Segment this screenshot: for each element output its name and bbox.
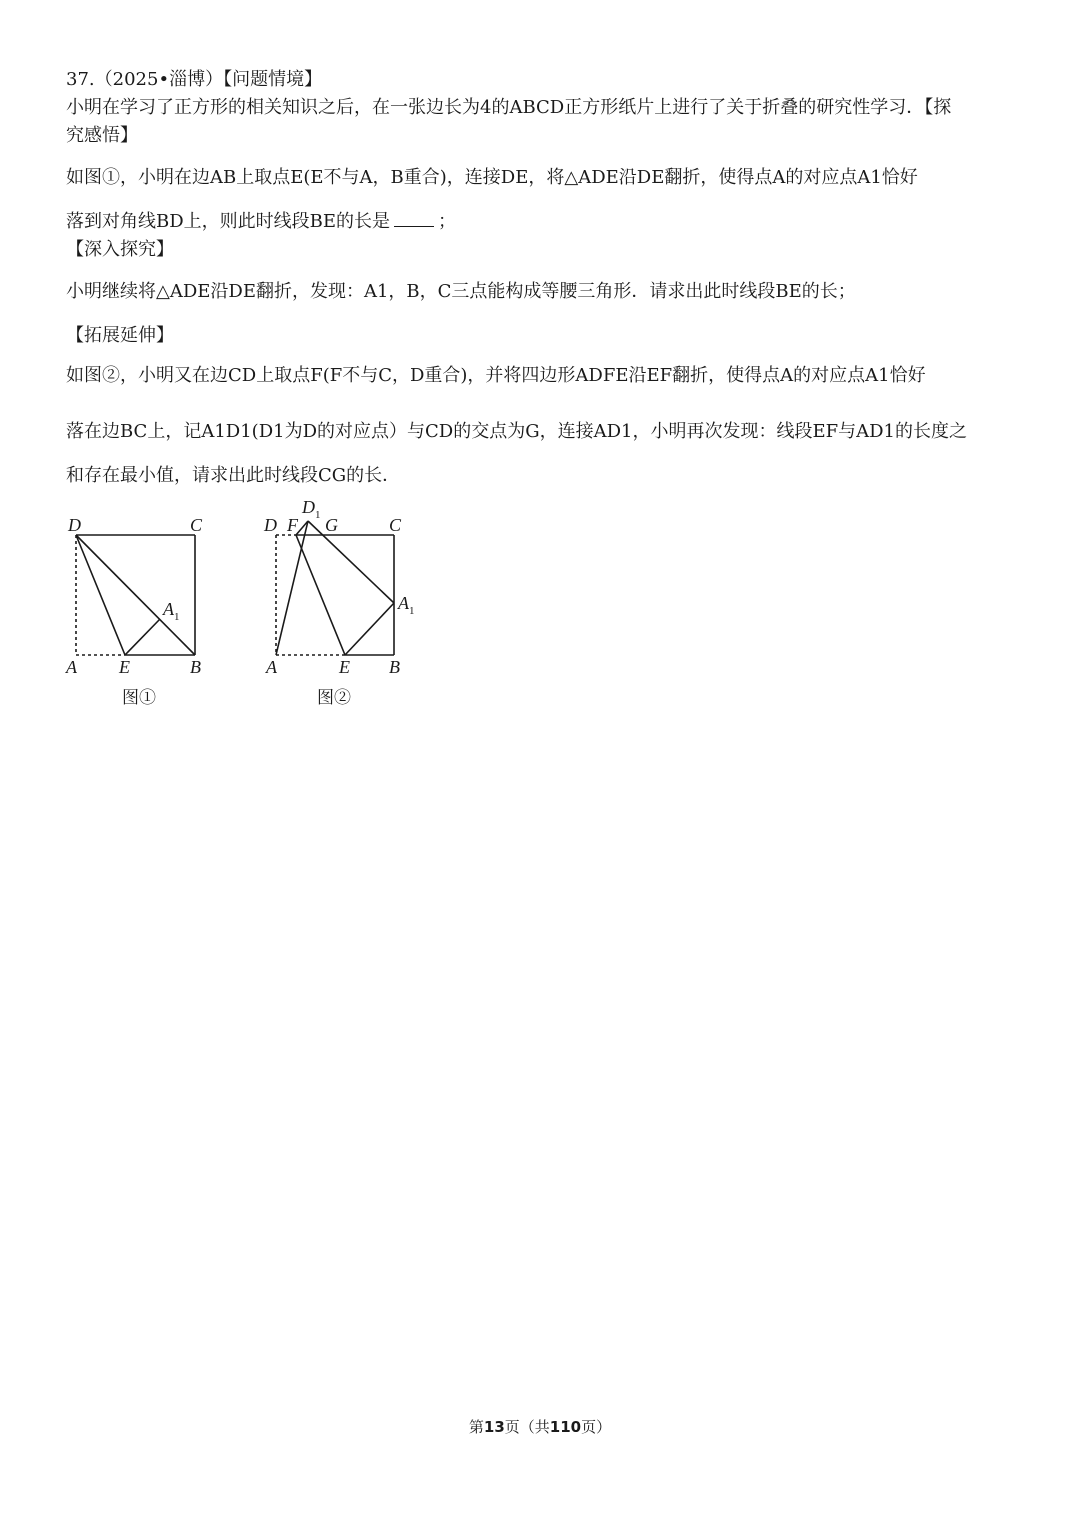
- extend-heading: 【拓展延伸】: [66, 325, 174, 346]
- footer-page-number: 13: [483, 1418, 505, 1436]
- page-footer: [0, 1416, 1080, 1437]
- fig1-segment-de: [76, 535, 125, 655]
- fig2-caption: 图②: [317, 688, 351, 708]
- footer-mid: 页（共: [504, 1418, 550, 1436]
- fig2-label-a1: $A_1$: [398, 593, 415, 617]
- part3-line-c: 和存在最小值，请求出此时线段CG的长．: [66, 465, 401, 486]
- footer-total-pages: 110: [549, 1418, 582, 1436]
- fig1-segment-ea1: [125, 619, 160, 655]
- fig2-label-a: A: [266, 657, 277, 677]
- answer-blank: [394, 210, 434, 227]
- explore-heading: 【深入探究】: [66, 239, 174, 260]
- fig2-label-b: B: [389, 657, 400, 677]
- fig2-segment-d1a1: [308, 521, 394, 603]
- part2-line: 小明继续将△ADE沿DE翻折，发现：A1，B，C三点能构成等腰三角形．请求出此时线段BE的长；: [66, 281, 856, 302]
- figure-2-labels: [263, 497, 415, 708]
- question-number: 37.: [66, 69, 95, 90]
- part1-line-b: [66, 210, 456, 234]
- fig1-label-c: C: [190, 515, 203, 535]
- fig1-label-e: E: [119, 657, 130, 677]
- part1-line-a: 如图①，小明在边AB上取点E(E不与A，B重合)，连接DE，将△ADE沿DE翻折，使得点A的对应点A1恰好: [66, 167, 918, 188]
- fig2-label-g: G: [325, 515, 338, 535]
- part3-line-a: 如图②，小明又在边CD上取点F(F不与C，D重合)，并将四边形ADFE沿EF翻折，使得点A的对应点A1恰好: [66, 365, 926, 386]
- part1-end: ；: [438, 211, 457, 232]
- fig2-segment-ea1: [345, 603, 394, 655]
- part3-line-b: 落在边BC上，记A1D1(D1为D的对应点）与CD的交点为G，连接AD1，小明再次发现：线段EF与AD1的长度之: [66, 421, 967, 442]
- situation-heading: 【问题情境】: [223, 69, 323, 90]
- fig1-label-d: D: [68, 515, 81, 535]
- footer-suffix: 页）: [581, 1418, 612, 1436]
- question-source: （2025•淄博）: [94, 69, 224, 90]
- figure-2: [276, 521, 394, 655]
- intro-line: 小明在学习了正方形的相关知识之后，在一张边长为4的ABCD正方形纸片上进行了关于折叠的研究性学习．【探: [66, 97, 952, 118]
- fig2-label-f: F: [287, 515, 298, 535]
- fig2-label-d1: $D_1$: [302, 497, 321, 521]
- fig1-caption: 图①: [122, 688, 156, 708]
- footer-prefix: 第: [468, 1418, 484, 1436]
- fig1-diagonal-db: [76, 535, 195, 655]
- fig2-segment-fe: [296, 535, 345, 655]
- fig1-label-a1: $A_1$: [163, 599, 180, 623]
- fig2-label-e: E: [339, 657, 350, 677]
- fig2-label-d: D: [264, 515, 277, 535]
- intro-line-cont: 究感悟】: [66, 125, 138, 146]
- fig2-segment-ad1: [276, 521, 308, 655]
- question-header: [66, 68, 322, 92]
- part1-text: 落到对角线BD上，则此时线段BE的长是: [66, 211, 391, 232]
- figure-1: [76, 535, 195, 655]
- fig1-label-a: A: [66, 657, 77, 677]
- fig1-label-b: B: [190, 657, 201, 677]
- figures-svg: [60, 495, 440, 715]
- fig2-label-c: C: [389, 515, 402, 535]
